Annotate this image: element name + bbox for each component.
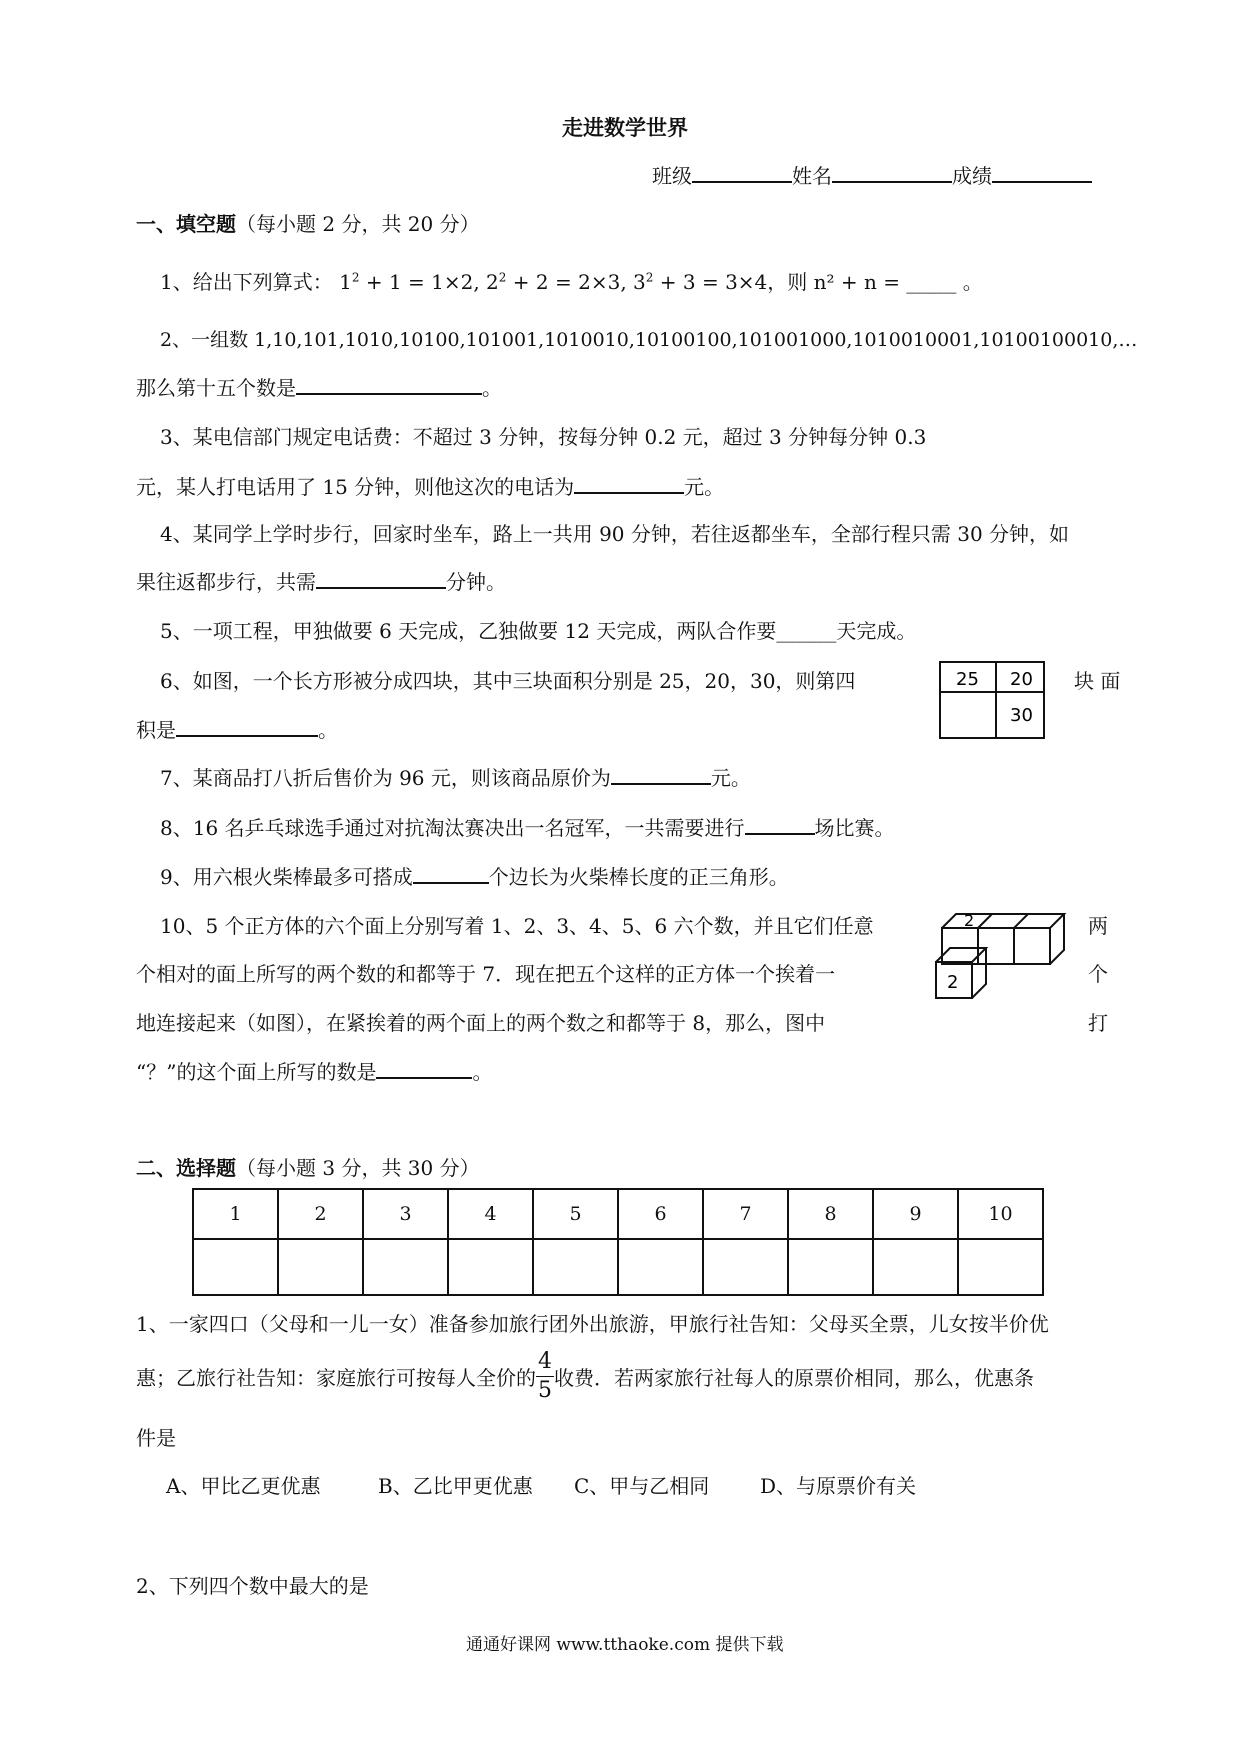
answer-cell-8[interactable] — [788, 1239, 873, 1295]
fill-q10-text: “？”的这个面上所写的数是 — [136, 1060, 377, 1084]
option-b[interactable]: B、乙比甲更优惠 — [378, 1474, 533, 1498]
cubes-figure — [920, 900, 1070, 1010]
fill-q10-right-char-1: 两 — [1088, 914, 1108, 938]
answer-cell-9[interactable] — [873, 1239, 958, 1295]
fill-q6-end: 。 — [318, 718, 338, 742]
fill-q8-text: 8、16 名乒乓球选手通过对抗淘汰赛决出一名冠军，一共需要进行 — [160, 816, 745, 840]
fill-q10-answer-blank[interactable] — [376, 1076, 472, 1079]
option-a[interactable]: A、甲比乙更优惠 — [166, 1474, 321, 1498]
answer-cell-7[interactable] — [703, 1239, 788, 1295]
fill-q2-line2 — [136, 372, 502, 401]
fill-q7-text: 7、某商品打八折后售价为 96 元，则该商品原价为 — [160, 766, 611, 790]
fill-q6-line1-tail: 块 面 — [1074, 669, 1121, 693]
answer-cell-2[interactable] — [278, 1239, 363, 1295]
answer-header-10: 10 — [958, 1189, 1043, 1239]
answer-cell-4[interactable] — [448, 1239, 533, 1295]
section1-title: 一、填空题 — [136, 212, 236, 236]
fill-q4-text: 果往返都步行，共需 — [136, 570, 316, 594]
fraction-numerator: 4 — [536, 1348, 554, 1377]
answer-header-1: 1 — [193, 1189, 278, 1239]
fill-q1-prefix: 1、给出下列算式： — [160, 270, 333, 294]
class-field[interactable] — [692, 180, 792, 183]
answer-header-7: 7 — [703, 1189, 788, 1239]
option-c[interactable]: C、甲与乙相同 — [574, 1474, 710, 1498]
area-20: 20 — [1010, 669, 1033, 690]
fill-q9-end: 个边长为火柴棒长度的正三角形。 — [488, 865, 789, 889]
area-30: 30 — [1010, 705, 1033, 726]
fill-q10-line3: 地连接起来（如图），在紧挨着的两个面上的两个数之和都等于 8，那么，图中 — [136, 1011, 826, 1035]
name-field[interactable] — [832, 180, 952, 183]
answer-cell-6[interactable] — [618, 1239, 703, 1295]
fill-q9 — [160, 861, 789, 890]
rectangle-figure — [924, 650, 1054, 746]
answer-cell-5[interactable] — [533, 1239, 618, 1295]
area-25: 25 — [956, 669, 979, 690]
answer-header-6: 6 — [618, 1189, 703, 1239]
section2-note: （每小题 3 分，共 30 分） — [236, 1156, 480, 1180]
option-d[interactable]: D、与原票价有关 — [760, 1474, 917, 1498]
fill-q1-formula: $1^2 + 1 = 1\times 2$, $2^2 + 2 = 2\times 3$, $3^2 + 3 = 3\times 4$ — [339, 270, 768, 294]
fill-q6-text: 积是 — [136, 718, 176, 742]
fill-q4-end: 分钟。 — [446, 570, 506, 594]
answer-table-header-row — [193, 1189, 1043, 1239]
fill-q1 — [160, 266, 983, 295]
fill-q8-end: 场比赛。 — [814, 816, 895, 840]
fill-q4-line2 — [136, 566, 506, 595]
answer-header-8: 8 — [788, 1189, 873, 1239]
fill-q6-line1: 6、如图，一个长方形被分成四块，其中三块面积分别是 25，20，30，则第四 — [160, 669, 856, 693]
fill-q8-answer-blank[interactable] — [745, 832, 815, 835]
answer-cell-10[interactable] — [958, 1239, 1043, 1295]
fill-q10-right-char-2: 个 — [1088, 962, 1108, 986]
section2-heading — [136, 1152, 480, 1181]
answer-header-4: 4 — [448, 1189, 533, 1239]
fill-q10-line2: 个相对的面上所写的两个数的和都等于 7．现在把五个这样的正方体一个挨着一 — [136, 962, 836, 986]
answer-cell-1[interactable] — [193, 1239, 278, 1295]
section2-title: 二、选择题 — [136, 1156, 236, 1180]
fill-q9-text: 9、用六根火柴棒最多可搭成 — [160, 865, 413, 889]
answer-cell-3[interactable] — [363, 1239, 448, 1295]
choice-q1-line3: 件是 — [136, 1426, 176, 1450]
fraction-4-5 — [536, 1348, 554, 1405]
choice-q1-text-b: 收费．若两家旅行社每人的原票价相同，那么，优惠条 — [554, 1366, 1034, 1390]
choice-q1-line1: 1、一家四口（父母和一儿一女）准备参加旅行团外出旅游，甲旅行社告知：父母买全票，儿女按半价优 — [136, 1312, 1049, 1336]
fill-q3-line1: 3、某电信部门规定电话费：不超过 3 分钟，按每分钟 0.2 元，超过 3 分钟每分钟 0.3 — [160, 425, 927, 449]
fraction-denominator: 5 — [538, 1378, 552, 1403]
cube-face-back-0 — [942, 928, 978, 964]
fill-q3-line2 — [136, 471, 724, 500]
fill-q4-answer-blank[interactable] — [316, 586, 446, 589]
cube-label-top: 2 — [964, 911, 975, 930]
fill-q5: 5、一项工程，甲独做要 6 天完成，乙独做要 12 天完成，两队合作要______天完成。 — [160, 619, 917, 643]
footer: 通通好课网 www.tthaoke.com 提供下载 — [466, 1635, 784, 1655]
fill-q8 — [160, 812, 895, 841]
fill-q3-end: 元。 — [684, 475, 725, 499]
fill-q10-right-char-3: 打 — [1088, 1011, 1108, 1035]
fill-q1-tail: ，则 n² + n = _____ 。 — [767, 270, 983, 294]
fill-q10-end: 。 — [472, 1060, 493, 1084]
section1-note: （每小题 2 分，共 20 分） — [236, 212, 480, 236]
fill-q2-text: 那么第十五个数是 — [136, 376, 296, 400]
choice-q1-line2 — [136, 1348, 1034, 1405]
fill-q7-answer-blank[interactable] — [611, 782, 711, 785]
answer-table-input-row — [193, 1239, 1043, 1295]
name-label: 姓名 — [792, 164, 832, 188]
cube-top-divider-1 — [978, 914, 992, 928]
cube-face-back-1 — [978, 928, 1014, 964]
fill-q7 — [160, 762, 751, 791]
header-fields — [652, 160, 1092, 189]
page-title: 走进数学世界 — [562, 116, 688, 140]
choice-q2: 2、下列四个数中最大的是 — [136, 1574, 369, 1598]
class-label: 班级 — [652, 164, 692, 188]
choice-q1-options — [166, 1470, 916, 1499]
fill-q4-line1: 4、某同学上学时步行，回家时坐车，路上一共用 90 分钟，若往返都坐车，全部行程只需 30 分钟，如 — [160, 522, 1070, 546]
section1-heading — [136, 208, 480, 237]
choice-q1-text-a: 惠；乙旅行社告知：家庭旅行可按每人全价的 — [136, 1366, 536, 1390]
fill-q2-line1: 2、一组数 1,10,101,1010,10100,101001,1010010,10100100,101001000,1010010001,10100100010,… — [160, 329, 1138, 351]
answer-header-9: 9 — [873, 1189, 958, 1239]
cube-face-back-2 — [1014, 928, 1050, 964]
cube-label-front: 2 — [947, 972, 959, 993]
answer-header-2: 2 — [278, 1189, 363, 1239]
answer-header-3: 3 — [363, 1189, 448, 1239]
fill-q3-text: 元，某人打电话用了 15 分钟，则他这次的电话为 — [136, 475, 575, 499]
fill-q10-line4 — [136, 1056, 492, 1085]
score-field[interactable] — [992, 180, 1092, 183]
fill-q2-end: 。 — [482, 376, 502, 400]
score-label: 成绩 — [952, 164, 992, 188]
fill-q10-line1: 10、5 个正方体的六个面上分别写着 1、2、3、4、5、6 六个数，并且它们任意 — [160, 914, 874, 938]
cubes-top-edge — [942, 914, 1064, 928]
answer-header-5: 5 — [533, 1189, 618, 1239]
fill-q3-answer-blank[interactable] — [574, 491, 684, 494]
fill-q6-line2 — [136, 714, 338, 743]
answer-table — [192, 1188, 1044, 1296]
fill-q2-answer-blank[interactable] — [296, 392, 482, 395]
fill-q6-answer-blank[interactable] — [176, 734, 318, 737]
fill-q9-answer-blank[interactable] — [413, 881, 489, 884]
cube-top-divider-2 — [1014, 914, 1028, 928]
fill-q7-end: 元。 — [710, 766, 751, 790]
